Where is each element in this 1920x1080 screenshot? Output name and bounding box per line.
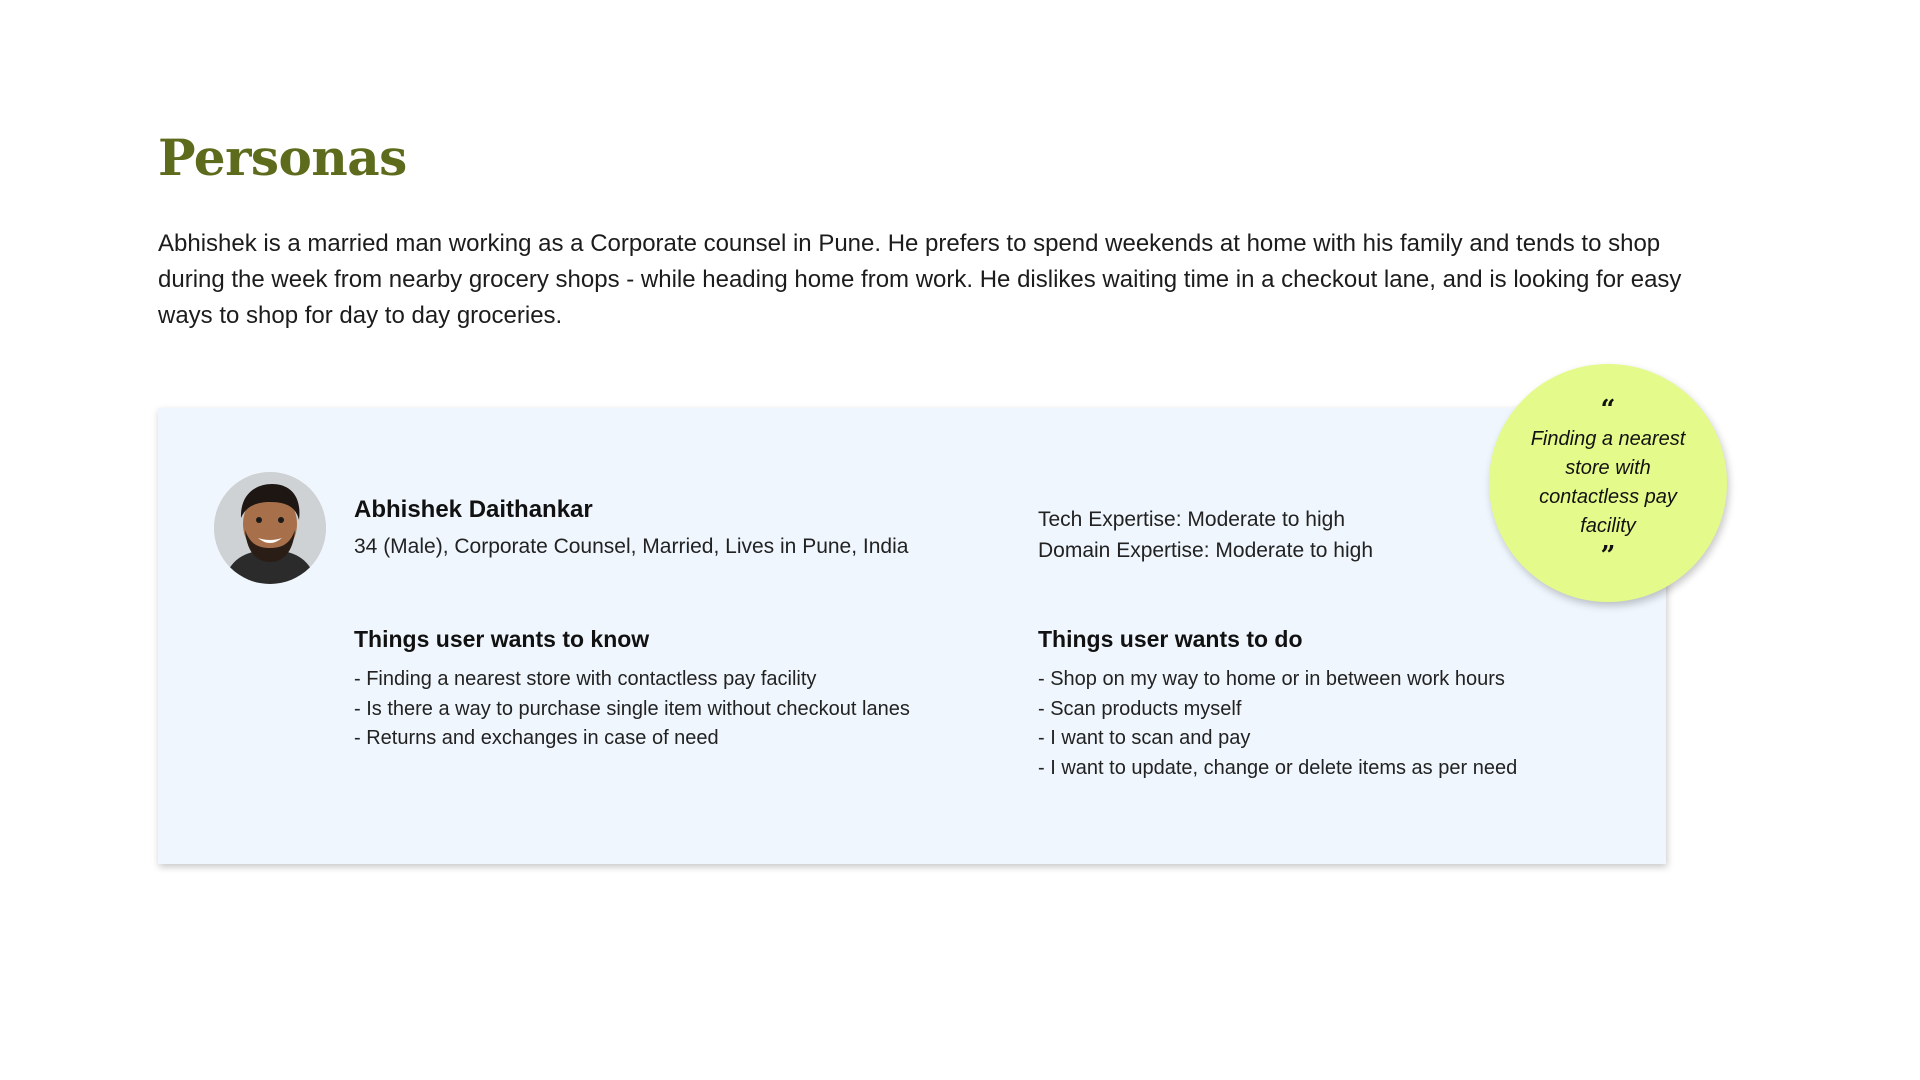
wants-to-know-heading: Things user wants to know xyxy=(354,626,650,652)
wants-to-know-section xyxy=(354,626,910,754)
close-quote-icon: ” xyxy=(1600,541,1616,571)
list-item: - Returns and exchanges in case of need xyxy=(354,727,719,749)
list-item: - Is there a way to purchase single item without checkout lanes xyxy=(354,697,910,720)
wants-to-do-section xyxy=(1038,626,1517,783)
person-photo-icon xyxy=(214,472,326,584)
quote-bubble xyxy=(1489,364,1727,602)
expertise-block xyxy=(1038,504,1373,566)
quote-text: Finding a nearest store with contactless pay facility xyxy=(1530,428,1686,537)
list-item: - I want to scan and pay xyxy=(1038,727,1251,749)
domain-expertise: Domain Expertise: Moderate to high xyxy=(1038,539,1374,562)
list-item: - Scan products myself xyxy=(1038,697,1242,720)
wants-to-know-list xyxy=(354,665,910,754)
persona-details: 34 (Male), Corporate Counsel, Married, Lives in Pune, India xyxy=(354,535,909,558)
persona-card xyxy=(158,408,1666,864)
persona-name: Abhishek Daithankar xyxy=(354,496,593,523)
wants-to-do-list xyxy=(1038,665,1517,783)
persona-intro: Abhishek is a married man working as a Corporate counsel in Pune. He prefers to spend weekends at home with his family and tends to shop during the week from nearby grocery shops - while heading home from work. He dislikes waiting time in a checkout lane, and is looking for easy ways to shop for day to day groceries. xyxy=(158,230,1682,329)
list-item: - Shop on my way to home or in between work hours xyxy=(1038,668,1505,690)
list-item: - I want to update, change or delete items as per need xyxy=(1038,756,1518,779)
tech-expertise: Tech Expertise: Moderate to high xyxy=(1038,508,1346,531)
wants-to-do-heading: Things user wants to do xyxy=(1038,626,1303,652)
page-title: Personas xyxy=(158,128,407,187)
list-item: - Finding a nearest store with contactless pay facility xyxy=(354,668,817,690)
avatar xyxy=(214,472,326,584)
open-quote-icon: “ xyxy=(1600,395,1616,425)
